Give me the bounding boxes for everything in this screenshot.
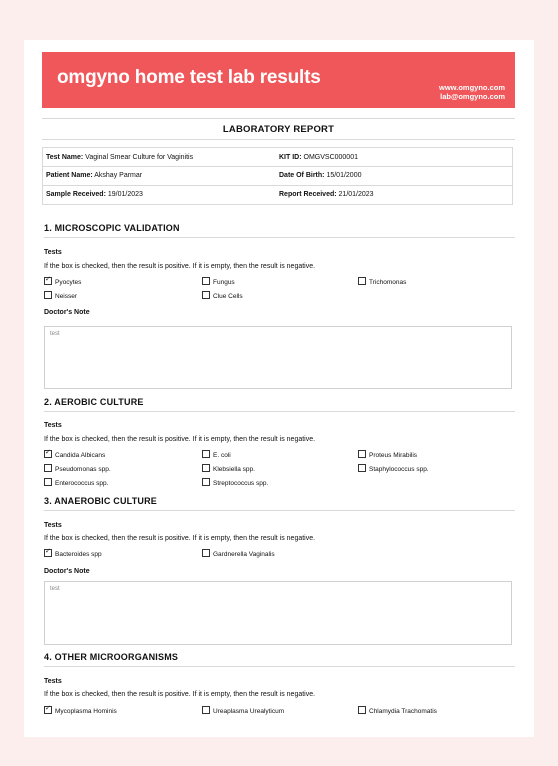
test-option-label: Bacteroides spp bbox=[55, 551, 102, 558]
test-option[interactable] bbox=[44, 450, 105, 460]
checkbox-checked-icon[interactable] bbox=[44, 706, 52, 714]
checkbox-icon[interactable] bbox=[202, 478, 210, 486]
doctors-note-text: test bbox=[50, 586, 60, 592]
instruction-text: If the box is checked, then the result is positive. If it is empty, then the result is negative. bbox=[44, 436, 316, 443]
test-option[interactable] bbox=[202, 706, 284, 716]
kit-id-label: KIT ID: bbox=[279, 154, 302, 161]
sample-received-label: Sample Received: bbox=[46, 191, 106, 198]
section-title: 3. ANAEROBIC CULTURE bbox=[44, 496, 158, 506]
doctors-note-field[interactable] bbox=[44, 326, 512, 389]
test-option-label: Ureaplasma Urealyticum bbox=[213, 708, 285, 715]
test-option[interactable] bbox=[44, 478, 108, 488]
table-divider bbox=[43, 166, 512, 167]
tests-label: Tests bbox=[44, 249, 62, 256]
test-option[interactable] bbox=[44, 464, 111, 474]
doctors-note-label: Doctor's Note bbox=[44, 568, 90, 575]
tests-label: Tests bbox=[44, 422, 62, 429]
table-divider bbox=[43, 185, 512, 186]
checkbox-icon[interactable] bbox=[202, 464, 210, 472]
sample-received-cell bbox=[46, 190, 143, 199]
test-name-cell bbox=[46, 153, 193, 162]
kit-id-value: OMGVSC000001 bbox=[303, 154, 358, 161]
divider bbox=[44, 237, 515, 238]
report-received-label: Report Received: bbox=[279, 191, 337, 198]
checkbox-icon[interactable] bbox=[358, 464, 366, 472]
checkbox-icon[interactable] bbox=[202, 277, 210, 285]
test-option-label: Pseudomonas spp. bbox=[55, 466, 111, 473]
test-option[interactable] bbox=[202, 464, 255, 474]
checkbox-checked-icon[interactable] bbox=[44, 277, 52, 285]
report-received-cell bbox=[279, 190, 374, 199]
test-option-label: Mycoplasma Hominis bbox=[55, 708, 117, 715]
test-option-label: Gardnerella Vaginalis bbox=[213, 551, 275, 558]
tests-label: Tests bbox=[44, 678, 62, 685]
checkbox-icon[interactable] bbox=[202, 450, 210, 458]
test-option-label: Chlamydia Trachomatis bbox=[369, 708, 437, 715]
sample-received-value: 19/01/2023 bbox=[107, 191, 143, 198]
divider bbox=[44, 666, 515, 667]
kit-id-cell bbox=[279, 153, 358, 162]
test-option-label: Neisser bbox=[55, 293, 78, 300]
report-received-value: 21/01/2023 bbox=[338, 191, 374, 198]
instruction-text: If the box is checked, then the result is positive. If it is empty, then the result is negative. bbox=[44, 691, 316, 698]
instruction-text: If the box is checked, then the result is positive. If it is empty, then the result is negative. bbox=[44, 263, 316, 270]
checkbox-checked-icon[interactable] bbox=[44, 450, 52, 458]
test-option-label: Candida Albicans bbox=[55, 452, 106, 459]
test-option[interactable] bbox=[202, 478, 268, 488]
test-option-label: Trichomonas bbox=[369, 279, 407, 286]
test-option[interactable] bbox=[44, 277, 81, 287]
checkbox-icon[interactable] bbox=[44, 464, 52, 472]
doctors-note-text: test bbox=[50, 331, 60, 337]
checkbox-icon[interactable] bbox=[44, 291, 52, 299]
checkbox-icon[interactable] bbox=[44, 478, 52, 486]
report-page bbox=[24, 40, 534, 737]
doctors-note-field[interactable] bbox=[44, 581, 512, 645]
checkbox-icon[interactable] bbox=[202, 549, 210, 557]
checkbox-icon[interactable] bbox=[202, 291, 210, 299]
test-option[interactable] bbox=[44, 291, 77, 301]
patient-name-cell bbox=[46, 171, 142, 180]
divider bbox=[42, 139, 515, 140]
test-option[interactable] bbox=[202, 277, 235, 287]
header-banner bbox=[42, 52, 515, 108]
section-title: 2. AEROBIC CULTURE bbox=[44, 397, 144, 407]
patient-name-value: Akshay Parmar bbox=[94, 172, 143, 179]
test-option-label: Pyocytes bbox=[55, 279, 82, 286]
divider bbox=[44, 510, 515, 511]
test-option-label: E. coli bbox=[213, 452, 231, 459]
banner-title: omgyno home test lab results bbox=[57, 67, 321, 88]
test-option[interactable] bbox=[358, 464, 429, 474]
test-option-label: Enterococcus spp. bbox=[55, 480, 109, 487]
test-option[interactable] bbox=[202, 549, 275, 559]
test-option[interactable] bbox=[358, 277, 406, 287]
test-option-label: Streptococcus spp. bbox=[213, 480, 269, 487]
dob-label: Date Of Birth: bbox=[279, 172, 325, 179]
test-option[interactable] bbox=[202, 291, 243, 301]
section-title: 4. OTHER MICROORGANISMS bbox=[44, 652, 179, 662]
instruction-text: If the box is checked, then the result is positive. If it is empty, then the result is negative. bbox=[44, 535, 316, 542]
test-option[interactable] bbox=[44, 706, 117, 716]
test-option-label: Proteus Mirabilis bbox=[369, 452, 418, 459]
checkbox-icon[interactable] bbox=[358, 706, 366, 714]
test-option[interactable] bbox=[202, 450, 231, 460]
test-option[interactable] bbox=[358, 706, 437, 716]
email-link[interactable]: lab@omgyno.com bbox=[440, 92, 505, 101]
test-option[interactable] bbox=[44, 549, 102, 559]
website-link[interactable]: www.omgyno.com bbox=[439, 83, 505, 92]
test-option-label: Clue Cells bbox=[213, 293, 243, 300]
dob-value: 15/01/2000 bbox=[326, 172, 362, 179]
tests-label: Tests bbox=[44, 522, 62, 529]
patient-name-label: Patient Name: bbox=[46, 172, 93, 179]
test-option-label: Fungus bbox=[213, 279, 235, 286]
checkbox-icon[interactable] bbox=[358, 277, 366, 285]
divider bbox=[44, 411, 515, 412]
checkbox-icon[interactable] bbox=[358, 450, 366, 458]
contact-block bbox=[439, 83, 505, 101]
patient-info-table bbox=[42, 147, 513, 205]
dob-cell bbox=[279, 171, 362, 180]
test-option-label: Klebsiella spp. bbox=[213, 466, 255, 473]
test-option[interactable] bbox=[358, 450, 417, 460]
doctors-note-label: Doctor's Note bbox=[44, 309, 90, 316]
test-name-value: Vaginal Smear Culture for Vaginitis bbox=[85, 154, 194, 161]
section-title: 1. MICROSCOPIC VALIDATION bbox=[44, 223, 180, 233]
test-option-label: Staphylococcus spp. bbox=[369, 466, 429, 473]
report-title: LABORATORY REPORT bbox=[222, 124, 335, 135]
test-name-label: Test Name: bbox=[46, 154, 84, 161]
checkbox-icon[interactable] bbox=[202, 706, 210, 714]
checkbox-checked-icon[interactable] bbox=[44, 549, 52, 557]
divider bbox=[42, 118, 515, 119]
